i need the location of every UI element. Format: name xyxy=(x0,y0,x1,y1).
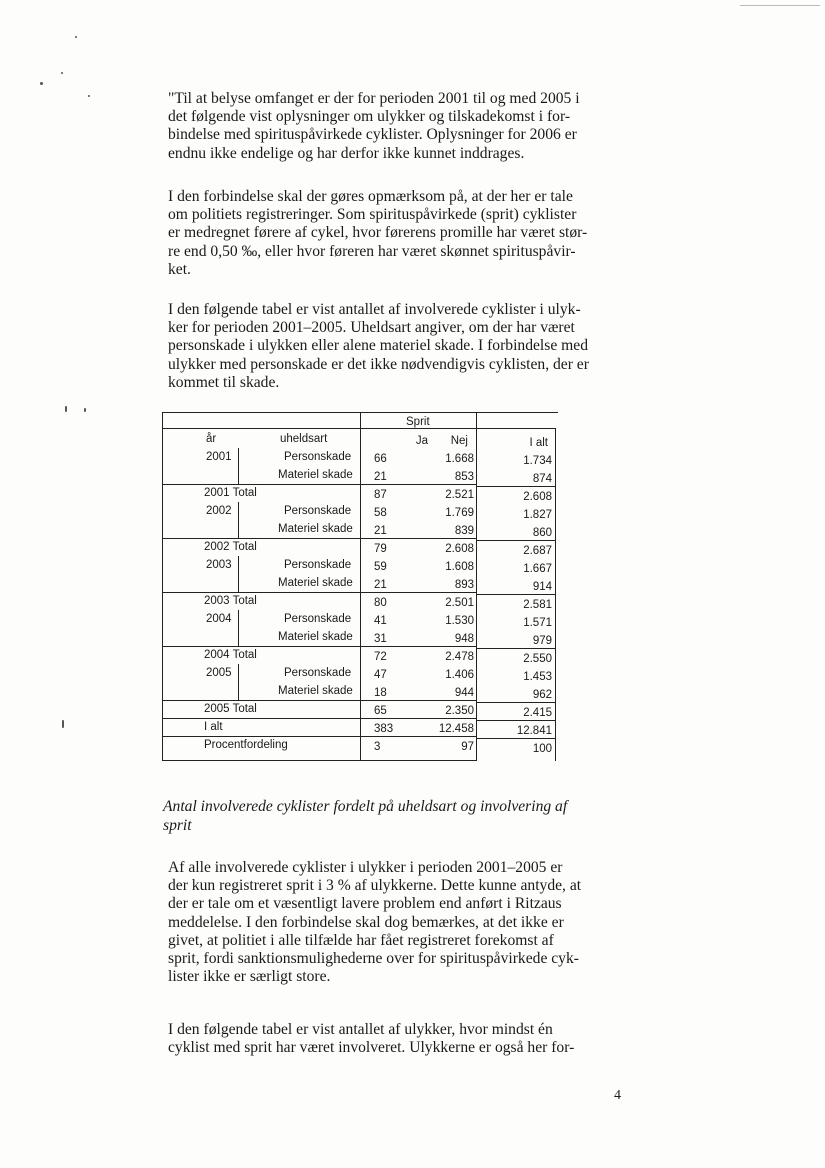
text-line: ker for perioden 2001–2005. Uheldsart angiver, om der har været xyxy=(168,319,575,337)
year-divider xyxy=(238,610,239,646)
cell-ja: 79 xyxy=(374,543,387,555)
cell-i-alt: 1.827 xyxy=(523,509,552,521)
cell-ja: 3 xyxy=(374,741,381,753)
total-rule xyxy=(162,538,476,539)
cell-ja: 80 xyxy=(374,597,387,609)
cell-i-alt: 1.667 xyxy=(523,563,552,575)
scan-speck xyxy=(61,72,63,74)
text-line: der kun registreret sprit i 3 % af ulykkerne. Dette kunne antyde, at xyxy=(168,877,582,895)
cell-i-alt: 2.608 xyxy=(523,491,552,503)
cell-year: 2004 Total xyxy=(204,649,257,661)
header-uheldsart: uheldsart xyxy=(280,433,328,445)
text-line: ket. xyxy=(168,260,191,278)
cell-nej: 1.406 xyxy=(445,669,474,681)
text-line: re end 0,50 ‰, eller hvor føreren har været skønnet spirituspåvir- xyxy=(168,242,576,260)
cell-nej: 1.769 xyxy=(445,507,474,519)
cell-ja: 65 xyxy=(374,705,387,717)
cell-i-alt: 1.571 xyxy=(523,617,552,629)
cell-nej: 839 xyxy=(454,525,474,537)
cell-year: 2003 xyxy=(206,559,232,571)
text-line: om politiets registreringer. Som spirituspåvirkede (sprit) cyklister xyxy=(168,206,577,224)
scan-speck xyxy=(75,36,77,38)
cell-uheldsart: Personskade xyxy=(284,451,352,463)
cell-uheldsart: Materiel skade xyxy=(278,577,353,589)
total-rule xyxy=(476,738,556,739)
total-rule xyxy=(476,540,556,541)
paragraph-3 xyxy=(168,301,630,392)
text-line: I den forbindelse skal der gøres opmærksom på, at der her er tale xyxy=(168,188,573,205)
cell-year: 2005 xyxy=(206,667,232,679)
cell-ja: 383 xyxy=(374,723,394,735)
table-rule xyxy=(162,412,163,761)
cell-year: 2001 Total xyxy=(204,487,257,499)
cell-uheldsart: Personskade xyxy=(284,667,352,679)
cell-uheldsart: Personskade xyxy=(284,613,352,625)
cell-ja: 21 xyxy=(374,525,387,537)
cell-year: Procentfordeling xyxy=(204,739,288,751)
cell-i-alt: 2.581 xyxy=(523,599,552,611)
cell-ja: 18 xyxy=(374,687,387,699)
text-line: personskade i ulykken eller alene materiel skade. I forbindelse med xyxy=(168,337,589,355)
cell-uheldsart: Materiel skade xyxy=(278,469,353,481)
cell-i-alt: 2.687 xyxy=(523,545,552,557)
text-line: I den følgende tabel er vist antallet af ulykker, hvor mindst én xyxy=(168,1021,553,1038)
scan-speck xyxy=(40,82,43,85)
year-divider xyxy=(238,556,239,592)
total-rule xyxy=(162,484,476,485)
cell-nej: 853 xyxy=(454,471,474,483)
cell-year: 2004 xyxy=(206,613,232,625)
text-line: sprit, fordi sanktionsmulighederne over for spirituspåvirkede cyk- xyxy=(168,950,579,968)
total-rule xyxy=(162,736,476,737)
total-rule xyxy=(162,592,476,593)
text-line: cyklist med sprit har været involveret. Ulykkerne er også her for- xyxy=(168,1039,575,1057)
scan-speck xyxy=(84,408,86,412)
cell-i-alt: 2.550 xyxy=(523,653,552,665)
cell-ja: 21 xyxy=(374,579,387,591)
cell-nej: 948 xyxy=(454,633,474,645)
paragraph-1 xyxy=(168,90,630,163)
total-rule xyxy=(476,702,556,703)
cell-ja: 58 xyxy=(374,507,387,519)
cell-nej: 2.350 xyxy=(445,705,474,717)
header-nej: Nej xyxy=(450,435,468,447)
scan-speck xyxy=(88,95,90,97)
cell-year: 2002 Total xyxy=(204,541,257,553)
text-line: endnu ikke endelige og har derfor ikke kunnet inddrages. xyxy=(168,144,525,162)
cell-i-alt: 962 xyxy=(532,689,552,701)
text-line: Af alle involverede cyklister i ulykker i perioden 2001–2005 er xyxy=(168,859,563,876)
cell-ja: 72 xyxy=(374,651,387,663)
scan-speck xyxy=(740,5,820,6)
cell-i-alt: 1.734 xyxy=(523,455,552,467)
cell-nej: 2.521 xyxy=(445,489,474,501)
cell-i-alt: 12.841 xyxy=(516,725,552,737)
paragraph-2 xyxy=(168,188,630,279)
cell-uheldsart: Materiel skade xyxy=(278,631,353,643)
cell-year: 2005 Total xyxy=(204,703,257,715)
table-caption xyxy=(163,798,633,835)
text-line: er medregnet førere af cykel, hvor førerens promille har været stør- xyxy=(168,224,588,242)
total-rule xyxy=(162,718,476,719)
cell-year: I alt xyxy=(204,721,223,733)
cell-i-alt: 860 xyxy=(532,527,552,539)
cell-uheldsart: Personskade xyxy=(284,559,352,571)
year-divider xyxy=(238,448,239,484)
cell-ja: 47 xyxy=(374,669,387,681)
cell-ja: 66 xyxy=(374,453,387,465)
caption-line: sprit xyxy=(163,816,192,834)
table-rule xyxy=(476,412,477,761)
cell-uheldsart: Materiel skade xyxy=(278,685,353,697)
text-line: lister ikke er særligt store. xyxy=(168,968,331,986)
paragraph-4 xyxy=(168,859,630,986)
scan-speck xyxy=(65,406,67,412)
year-divider xyxy=(238,664,239,700)
paragraph-5 xyxy=(168,1021,630,1057)
text-line: der er tale om et væsentligt lavere problem end anført i Ritzaus xyxy=(168,895,562,913)
year-divider xyxy=(238,502,239,538)
header-sprit: Sprit xyxy=(406,416,430,428)
cell-nej: 2.478 xyxy=(445,651,474,663)
text-line: det følgende vist oplysninger om ulykker og tilskadekomst i for- xyxy=(168,108,571,126)
page-number: 4 xyxy=(614,1088,621,1103)
cell-nej: 12.458 xyxy=(438,723,474,735)
cell-nej: 2.501 xyxy=(445,597,474,609)
cell-ja: 21 xyxy=(374,471,387,483)
cell-year: 2003 Total xyxy=(204,595,257,607)
table-rule xyxy=(162,760,476,761)
cell-uheldsart: Personskade xyxy=(284,505,352,517)
cell-nej: 893 xyxy=(454,579,474,591)
total-rule xyxy=(476,594,556,595)
total-rule xyxy=(476,486,556,487)
cell-i-alt: 1.453 xyxy=(523,671,552,683)
header-i-alt: I alt xyxy=(529,437,548,449)
cell-i-alt: 914 xyxy=(532,581,552,593)
text-line: bindelse med spirituspåvirkede cyklister. Oplysninger for 2006 er xyxy=(168,126,577,144)
cell-year: 2001 xyxy=(206,451,232,463)
cell-i-alt: 979 xyxy=(532,635,552,647)
cell-nej: 1.530 xyxy=(445,615,474,627)
header-ja: Ja xyxy=(415,435,428,447)
total-rule xyxy=(476,648,556,649)
cell-nej: 1.668 xyxy=(445,453,474,465)
text-line: ulykker med personskade er det ikke nødvendigvis cyklisten, der er xyxy=(168,355,589,373)
cell-nej: 97 xyxy=(461,741,474,753)
text-line: givet, at politiet i alle tilfælde har fået registreret forekomst af xyxy=(168,931,554,949)
table-rule xyxy=(476,428,556,429)
cyclist-accident-table xyxy=(162,412,558,761)
text-line: I den følgende tabel er vist antallet af involverede cyklister i ulyk- xyxy=(168,301,581,318)
cell-nej: 1.608 xyxy=(445,561,474,573)
cell-nej: 2.608 xyxy=(445,543,474,555)
total-rule xyxy=(162,646,476,647)
cell-uheldsart: Materiel skade xyxy=(278,523,353,535)
cell-ja: 59 xyxy=(374,561,387,573)
text-line: kommet til skade. xyxy=(168,373,280,391)
caption-line: Antal involverede cyklister fordelt på uheldsart og involvering af xyxy=(163,798,568,815)
header-year: år xyxy=(206,433,217,445)
text-line: meddelelse. I den forbindelse skal dog bemærkes, at det ikke er xyxy=(168,913,564,931)
total-rule xyxy=(476,720,556,721)
cell-ja: 31 xyxy=(374,633,387,645)
total-rule xyxy=(162,700,476,701)
cell-i-alt: 100 xyxy=(532,743,552,755)
cell-year: 2002 xyxy=(206,505,232,517)
cell-i-alt: 2.415 xyxy=(523,707,552,719)
cell-ja: 87 xyxy=(374,489,387,501)
scan-speck xyxy=(62,720,64,728)
text-line: "Til at belyse omfanget er der for perioden 2001 til og med 2005 i xyxy=(168,90,580,107)
cell-ja: 41 xyxy=(374,615,387,627)
cell-i-alt: 874 xyxy=(532,473,552,485)
cell-nej: 944 xyxy=(454,687,474,699)
